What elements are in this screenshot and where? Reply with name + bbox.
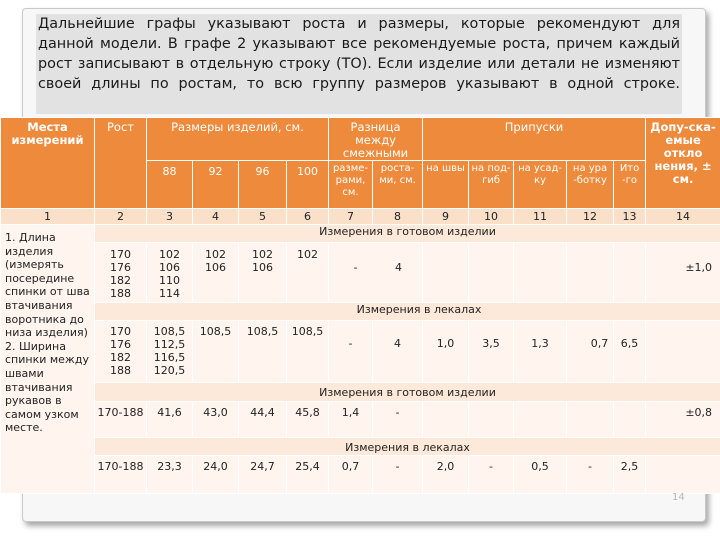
seams-cell: 2,0 [423, 456, 469, 494]
tolerance-cell: ±1,0 [646, 243, 720, 303]
col-num: 11 [514, 209, 567, 225]
diff-height-cell: 4 [373, 321, 423, 383]
allow-total: Ито -го [614, 161, 646, 209]
section-ready-1: Измерения в готовом изделии [95, 225, 720, 243]
size-100-cell: 108,5 [287, 321, 329, 383]
size-96-cell: 24,7 [239, 456, 287, 494]
diff-by-sizes: разме-рами, см. [329, 161, 373, 209]
col-num: 13 [614, 209, 646, 225]
heights-cell: 170 176 182 188 [95, 321, 147, 383]
col-num: 10 [469, 209, 514, 225]
measurement-places: 1. Длина изделия (измерять посередине спинки от шва втачивания воротника до низа изделия) 2. Ширина спинки между швами втачивания рукавов в самом узком месте. [1, 225, 95, 494]
header-sizes: Размеры изделий, см. [147, 118, 329, 161]
size-88-cell: 23,3 [147, 456, 193, 494]
size-96-cell: 108,5 [239, 321, 287, 383]
heights-cell: 170-188 [95, 456, 147, 494]
diff-size-cell: - [329, 321, 373, 383]
shrink-cell: 0,5 [514, 456, 567, 494]
measurements-table [0, 117, 720, 494]
work-cell: 0,7 [567, 321, 614, 383]
allow-hem: на под-гиб [469, 161, 514, 209]
total-cell: 6,5 [614, 321, 646, 383]
diff-size-cell: 0,7 [329, 456, 373, 494]
size-88: 88 [147, 161, 193, 209]
size-96-cell: 44,4 [239, 402, 287, 438]
header-allowances: Припуски [423, 118, 646, 161]
heights-cell: 170-188 [95, 402, 147, 438]
total-cell: 2,5 [614, 456, 646, 494]
size-100-cell: 102 [287, 243, 329, 303]
header-diff: Разница между смежными [329, 118, 423, 161]
section-patterns-1: Измерения в лекалах [95, 303, 720, 321]
section-patterns-2: Измерения в лекалах [95, 438, 720, 456]
size-92-cell: 102 106 [193, 243, 239, 303]
size-92-cell: 24,0 [193, 456, 239, 494]
work-cell: - [567, 456, 614, 494]
size-92-cell: 43,0 [193, 402, 239, 438]
col-num: 3 [147, 209, 193, 225]
page-number: 14 [672, 492, 685, 503]
size-88-cell: 41,6 [147, 402, 193, 438]
intro-paragraph: Дальнейшие графы указывают роста и размеры, которые рекомендуют для данной модели. В графе 2 указывают все рекомендуемые роста, причем каждый рост записывают в отдельную строку (ТО). Если изделие или детали не изменяют своей длины по ростам, то всю группу размеров указывают в одной строке. [36, 14, 682, 114]
column-number-row [1, 209, 720, 225]
col-num: 4 [193, 209, 239, 225]
size-88-cell: 102 106 110 114 [147, 243, 193, 303]
header-tolerances: Допу-ска-емые откло нения, ± см. [646, 118, 720, 209]
col-num: 5 [239, 209, 287, 225]
col-num: 2 [95, 209, 147, 225]
header-places: Места измерений [1, 118, 95, 209]
diff-cell: - 4 [329, 243, 423, 303]
tolerance-cell: ±0,8 [646, 402, 720, 438]
col-num: 7 [329, 209, 373, 225]
allow-seams: на швы [423, 161, 469, 209]
allow-work: на ура -ботку [567, 161, 614, 209]
size-100-cell: 25,4 [287, 456, 329, 494]
col-num: 1 [1, 209, 95, 225]
size-92-cell: 108,5 [193, 321, 239, 383]
seams-cell: 1,0 [423, 321, 469, 383]
allow-shrink: на усад-ку [514, 161, 567, 209]
col-num: 14 [646, 209, 720, 225]
size-96: 96 [239, 161, 287, 209]
hem-cell: 3,5 [469, 321, 514, 383]
col-num: 12 [567, 209, 614, 225]
size-100-cell: 45,8 [287, 402, 329, 438]
section-ready-2: Измерения в готовом изделии [95, 383, 720, 402]
size-96-cell: 102 106 [239, 243, 287, 303]
size-88-cell: 108,5 112,5 116,5 120,5 [147, 321, 193, 383]
hem-cell: - [469, 456, 514, 494]
diff-height-cell: - [373, 402, 423, 438]
col-num: 6 [287, 209, 329, 225]
diff-height-cell: - [373, 456, 423, 494]
diff-size-cell: 1,4 [329, 402, 373, 438]
size-100: 100 [287, 161, 329, 209]
header-height: Рост [95, 118, 147, 209]
shrink-cell: 1,3 [514, 321, 567, 383]
col-num: 9 [423, 209, 469, 225]
size-92: 92 [193, 161, 239, 209]
diff-by-heights: роста-ми, см. [373, 161, 423, 209]
col-num: 8 [373, 209, 423, 225]
heights-cell: 170 176 182 188 [95, 243, 147, 303]
